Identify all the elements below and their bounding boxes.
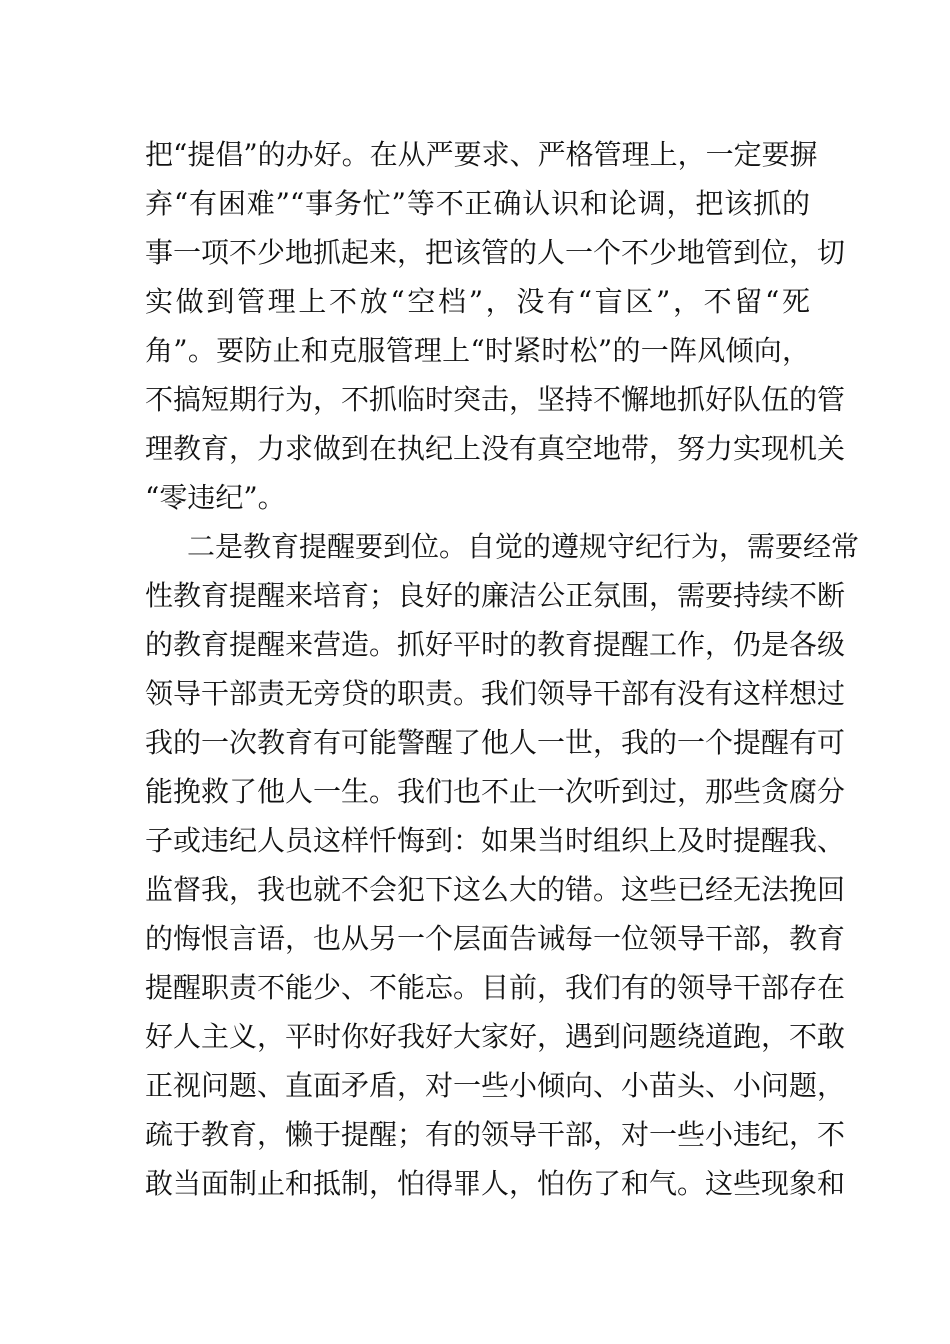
text-line: 好人主义，平时你好我好大家好，遇到问题绕道跑，不敢 (145, 1020, 846, 1053)
paragraph-2 (145, 522, 860, 1208)
text-line: 弃“有困难”“事务忙”等不正确认识和论调，把该抓的 (145, 187, 810, 220)
text-line: 实做到管理上不放“空档”，没有“盲区”，不留“死 (145, 285, 810, 318)
text-line: 疏于教育，懒于提醒；有的领导干部，对一些小违纪，不 (145, 1118, 846, 1151)
text-line: 正视问题、直面矛盾，对一些小倾向、小苗头、小问题， (145, 1069, 846, 1102)
text-line: 监督我，我也就不会犯下这么大的错。这些已经无法挽回 (145, 873, 846, 906)
text-line: 我的一次教育有可能警醒了他人一世，我的一个提醒有可 (145, 726, 846, 759)
text-line: 的教育提醒来营造。抓好平时的教育提醒工作，仍是各级 (145, 628, 846, 661)
text-line: 理教育，力求做到在执纪上没有真空地带，努力实现机关 (145, 432, 846, 465)
body-text (145, 130, 860, 1208)
text-line: 性教育提醒来培育；良好的廉洁公正氛围，需要持续不断 (145, 579, 846, 612)
text-line: “零违纪”。 (145, 481, 286, 514)
text-line: 事一项不少地抓起来，把该管的人一个不少地管到位，切 (145, 236, 846, 269)
text-line: 角”。要防止和克服管理上“时紧时松”的一阵风倾向， (145, 334, 810, 367)
text-line: 敢当面制止和抵制，怕得罪人，怕伤了和气。这些现象和 (145, 1167, 846, 1200)
text-line: 二是教育提醒要到位。自觉的遵规守纪行为，需要经常 (187, 530, 860, 563)
paragraph-1 (145, 130, 846, 522)
text-line: 把“提倡”的办好。在从严要求、严格管理上，一定要摒 (145, 138, 818, 171)
text-line: 子或违纪人员这样忏悔到：如果当时组织上及时提醒我、 (145, 824, 846, 857)
text-line: 不搞短期行为，不抓临时突击，坚持不懈地抓好队伍的管 (145, 383, 846, 416)
text-line: 的悔恨言语，也从另一个层面告诫每一位领导干部，教育 (145, 922, 846, 955)
text-line: 能挽救了他人一生。我们也不止一次听到过，那些贪腐分 (145, 775, 846, 808)
text-line: 领导干部责无旁贷的职责。我们领导干部有没有这样想过 (145, 677, 846, 710)
text-line: 提醒职责不能少、不能忘。目前，我们有的领导干部存在 (145, 971, 846, 1004)
